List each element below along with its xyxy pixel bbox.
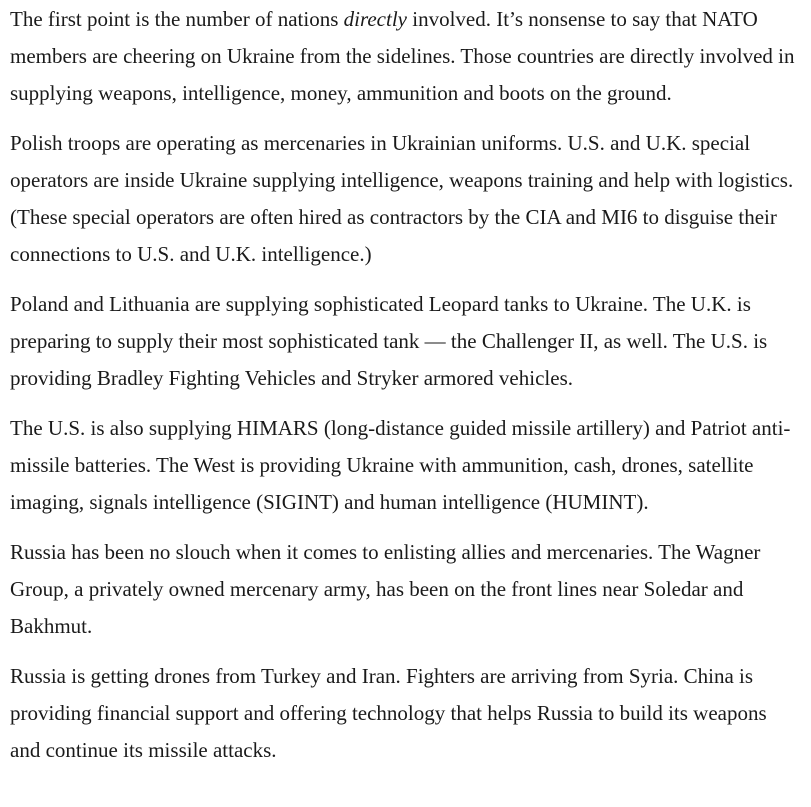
paragraph-nations-directly-involved	[10, 1, 801, 112]
paragraph-russia-drones-china-support: Russia is getting drones from Turkey and Iran. Fighters are arriving from Syria. China is providing financial support and offering technology that helps Russia to build its weapons and continue its missile attacks.	[10, 664, 767, 762]
paragraph-text-segment: The first point is the number of nations	[10, 7, 344, 31]
paragraph-himars-patriot-intelligence: The U.S. is also supplying HIMARS (long-distance guided missile artillery) and Patriot anti-missile batteries. The West is providing Ukraine with ammunition, cash, drones, satellite imaging, signals intelligence (SIGINT) and human intelligence (HUMINT).	[10, 416, 791, 514]
emphasized-word: directly	[343, 7, 407, 31]
paragraph-polish-troops-special-operators: Polish troops are operating as mercenaries in Ukrainian uniforms. U.S. and U.K. special operators are inside Ukraine supplying intelligence, weapons training and help with logistics. (These special operators are often hired as contractors by the CIA and MI6 to disguise their connections to U.S. and U.K. intelligence.)	[10, 131, 794, 266]
paragraph-text-segment: involved. It’s nonsense to say that NATO members are cheering on Ukraine from the sidelines. Those countries are directly involved in supplying weapons, intelligence, money, ammunition and boots on the ground.	[10, 7, 795, 105]
paragraph-tanks-supplied: Poland and Lithuania are supplying sophisticated Leopard tanks to Ukraine. The U.K. is preparing to supply their most sophisticated tank — the Challenger II, as well. The U.S. is providing Bradley Fighting Vehicles and Stryker armored vehicles.	[10, 292, 768, 390]
paragraph-russia-wagner-group: Russia has been no slouch when it comes to enlisting allies and mercenaries. The Wagner Group, a privately owned mercenary army, has been on the front lines near Soledar and Bakhmut.	[10, 540, 761, 638]
